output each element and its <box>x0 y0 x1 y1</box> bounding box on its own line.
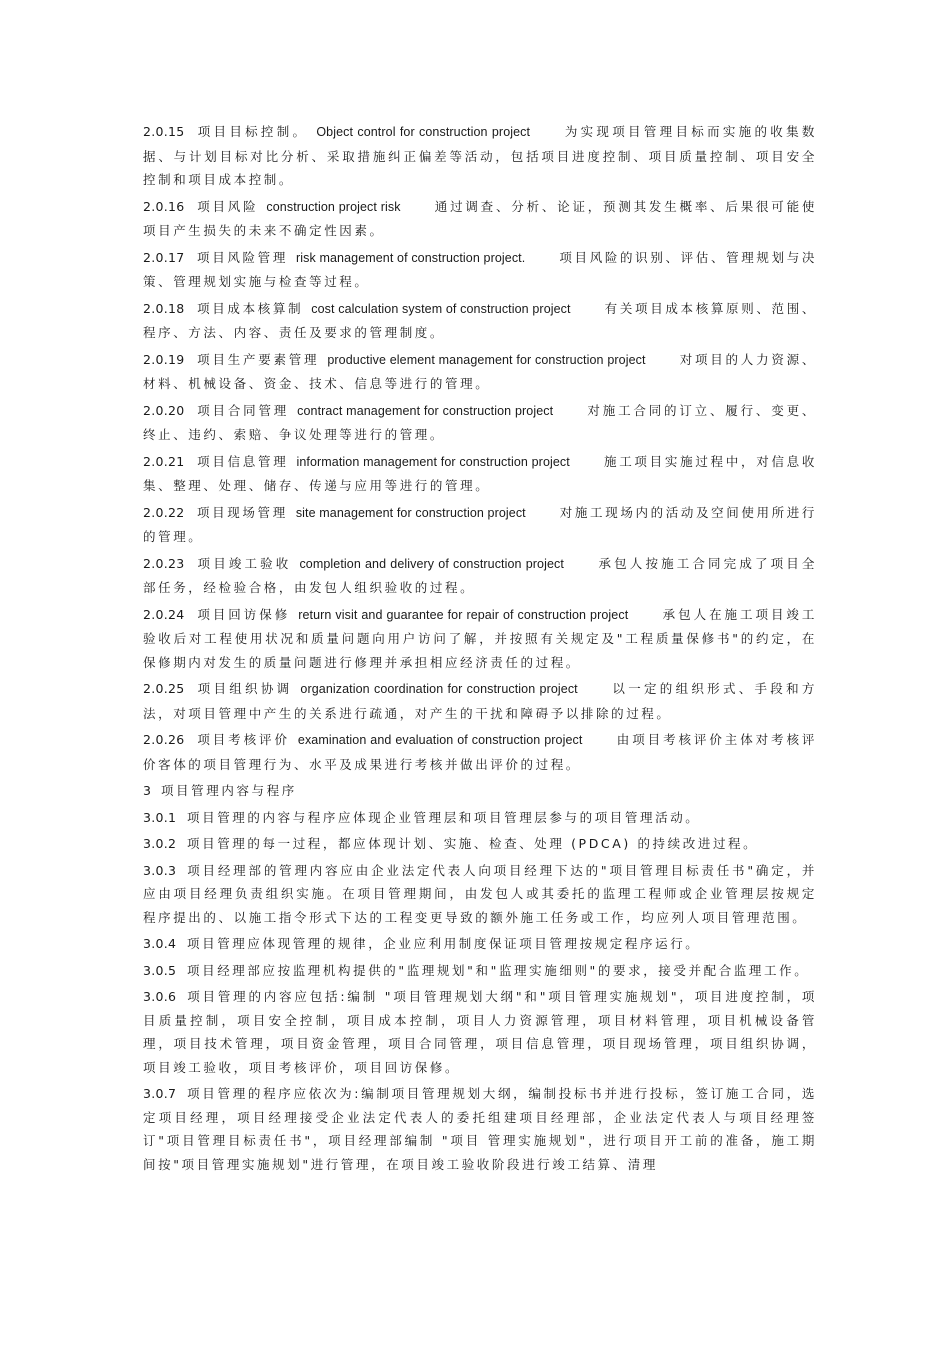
clause-3-0-3 <box>143 859 817 930</box>
clause-text: 项目经理部应按监理机构提供的"监理规划"和"监理实施细则"的要求，接受并配合监理工作。 <box>187 962 810 978</box>
clause-number: 2.0.25 <box>143 681 185 696</box>
term-english: cost calculation system of construction project <box>311 301 571 316</box>
term-definition: 对施工合同的订立、履行、变更、终止、违约、索赔、争议处理等进行的管理。 <box>143 402 817 442</box>
term-english: completion and delivery of construction project <box>299 556 564 571</box>
clause-3-0-4 <box>143 932 817 956</box>
term-name: 项目考核评价 <box>197 732 290 747</box>
clause-3-0-1 <box>143 806 817 830</box>
term-definition: 承包人按施工合同完成了项目全部任务，经检验合格，由发包人组织验收的过程。 <box>143 555 818 595</box>
clause-number: 3.0.4 <box>143 936 177 951</box>
term-name: 项目现场管理 <box>197 504 288 520</box>
clause-number: 2.0.18 <box>143 300 185 316</box>
clause-3-0-7 <box>143 1082 817 1176</box>
clause-text: 项目管理的程序应依次为:编制项目管理规划大纲，编制投标书并进行投标，签订施工合同，选定项目经理，项目经理接受企业法定代表人的委托组建项目经理部，企业法定代表人与项目经理签订"项目管理目标责任书"，项目经理部编制 "项目 管理实施规划"，进行项目开工前的准备，施工期间按"项目管理实施规划"进行管理，在项目竣工验收阶段进行竣工结算、清理 <box>143 1086 817 1172</box>
clause-text: 项目管理的每一过程，都应体现计划、实施、检查、处理 (PDCA) 的持续改进过程。 <box>187 836 759 851</box>
clause-3-0-5 <box>143 959 817 983</box>
clause-text: 项目管理应体现管理的规律，企业应利用制度保证项目管理按规定程序运行。 <box>187 936 701 951</box>
clause-3-0-2 <box>143 832 817 856</box>
term-2-0-23 <box>143 552 817 600</box>
clause-number: 2.0.15 <box>143 124 185 139</box>
term-english: return visit and guarantee for repair of construction project <box>298 607 629 622</box>
clause-number: 2.0.17 <box>143 249 185 265</box>
term-name: 项目生产要素管理 <box>197 351 320 367</box>
term-english: productive element management for construction project <box>327 352 646 367</box>
clause-text: 项目管理的内容应包括:编制 "项目管理规划大纲"和"项目管理实施规划"，项目进度控制，项目质量控制，项目安全控制，项目成本控制，项目人力资源管理，项目材料管理，项目机械设备管理，项目技术管理，项目资金管理，项目合同管理，项目信息管理，项目现场管理，项目组织协调，项目竣工验收，项目考核评价，项目回访保修。 <box>143 989 817 1075</box>
term-name: 项目目标控制。 <box>197 124 309 139</box>
term-name: 项目风险管理 <box>197 249 288 265</box>
term-2-0-15 <box>143 120 817 192</box>
clause-number: 3.0.5 <box>143 962 177 978</box>
clause-number: 2.0.26 <box>143 732 185 747</box>
term-2-0-17 <box>143 246 817 294</box>
document-body <box>143 120 817 1179</box>
clause-number: 3.0.7 <box>143 1086 177 1101</box>
term-2-0-26 <box>143 728 817 776</box>
term-definition: 由项目考核评价主体对考核评价客体的项目管理行为、水平及成果进行考核并做出评价的过程。 <box>143 732 817 772</box>
clause-3-0-6 <box>143 985 817 1079</box>
term-definition: 以一定的组织形式、手段和方法，对项目管理中产生的关系进行疏通，对产生的干扰和障碍予以排除的过程。 <box>143 681 817 721</box>
clause-number: 3.0.2 <box>143 836 177 851</box>
clause-number: 2.0.24 <box>143 606 185 622</box>
clause-number: 3.0.3 <box>143 862 177 878</box>
clause-number: 2.0.19 <box>143 351 185 367</box>
term-english: organization coordination for construction project <box>300 682 578 696</box>
term-2-0-19 <box>143 348 817 396</box>
term-name: 项目成本核算制 <box>197 300 304 316</box>
term-definition: 承包人在施工项目竣工验收后对工程使用状况和质量问题向用户访问了解，并按照有关规定及"工程质量保修书"的约定，在保修期内对发生的质量问题进行修理并承担相应经济责任的过程。 <box>143 606 817 670</box>
term-name: 项目组织协调 <box>197 681 293 696</box>
clause-number: 2.0.21 <box>143 453 185 469</box>
term-2-0-18 <box>143 297 817 345</box>
term-definition: 对项目的人力资源、材料、机械设备、资金、技术、信息等进行的管理。 <box>143 351 817 391</box>
term-definition: 对施工现场内的活动及空间使用所进行的管理。 <box>143 504 817 544</box>
term-name: 项目合同管理 <box>197 402 290 418</box>
term-name: 项目风险 <box>197 198 259 214</box>
term-definition: 施工项目实施过程中，对信息收集、整理、处理、储存、传递与应用等进行的管理。 <box>143 453 817 493</box>
clause-text: 项目管理的内容与程序应体现企业管理层和项目管理层参与的项目管理活动。 <box>187 809 701 825</box>
term-english: examination and evaluation of construction project <box>297 733 583 747</box>
term-definition: 通过调查、分析、论证，预测其发生概率、后果很可能使项目产生损失的未来不确定性因素。 <box>143 198 817 238</box>
term-english: Object control for construction project <box>316 125 531 139</box>
clause-number: 2.0.22 <box>143 504 185 520</box>
term-definition: 有关项目成本核算原则、范围、程序、方法、内容、责任及要求的管理制度。 <box>143 300 817 340</box>
clause-number: 2.0.20 <box>143 402 185 418</box>
term-2-0-22 <box>143 501 817 549</box>
section-title: 项目管理内容与程序 <box>160 783 297 798</box>
term-english: site management for construction project <box>295 505 526 520</box>
term-name: 项目回访保修 <box>197 606 291 622</box>
clause-number: 3.0.6 <box>143 989 177 1004</box>
term-2-0-16 <box>143 195 817 243</box>
term-2-0-24 <box>143 603 817 675</box>
term-definition: 项目风险的识别、评估、管理规划与决策、管理规划实施与检查等过程。 <box>143 249 818 289</box>
term-english: construction project risk <box>266 199 401 214</box>
section-heading <box>143 779 817 803</box>
term-2-0-25 <box>143 677 817 725</box>
term-2-0-21 <box>143 450 817 498</box>
section-number: 3 <box>143 783 151 798</box>
term-english: information management for construction project <box>296 454 570 469</box>
term-2-0-20 <box>143 399 817 447</box>
term-name: 项目信息管理 <box>197 453 289 469</box>
term-name: 项目竣工验收 <box>197 555 292 571</box>
clause-number: 2.0.23 <box>143 555 185 571</box>
term-english: risk management of construction project. <box>296 250 526 265</box>
term-english: contract management for construction project <box>297 403 554 418</box>
clause-number: 3.0.1 <box>143 809 177 825</box>
clause-text: 项目经理部的管理内容应由企业法定代表人向项目经理下达的"项目管理目标责任书"确定，并应由项目经理负责组织实施。在项目管理期间，由发包人或其委托的监理工程师或企业管理层按规定程序提出的、以施工指令形式下达的工程变更导致的额外施工任务或工作，均应列人项目管理范围。 <box>143 862 817 925</box>
clause-number: 2.0.16 <box>143 198 185 214</box>
term-definition: 为实现项目管理目标而实施的收集数据、与计划目标对比分析、采取措施纠正偏差等活动，包括项目进度控制、项目质量控制、项目安全控制和项目成本控制。 <box>143 124 817 187</box>
